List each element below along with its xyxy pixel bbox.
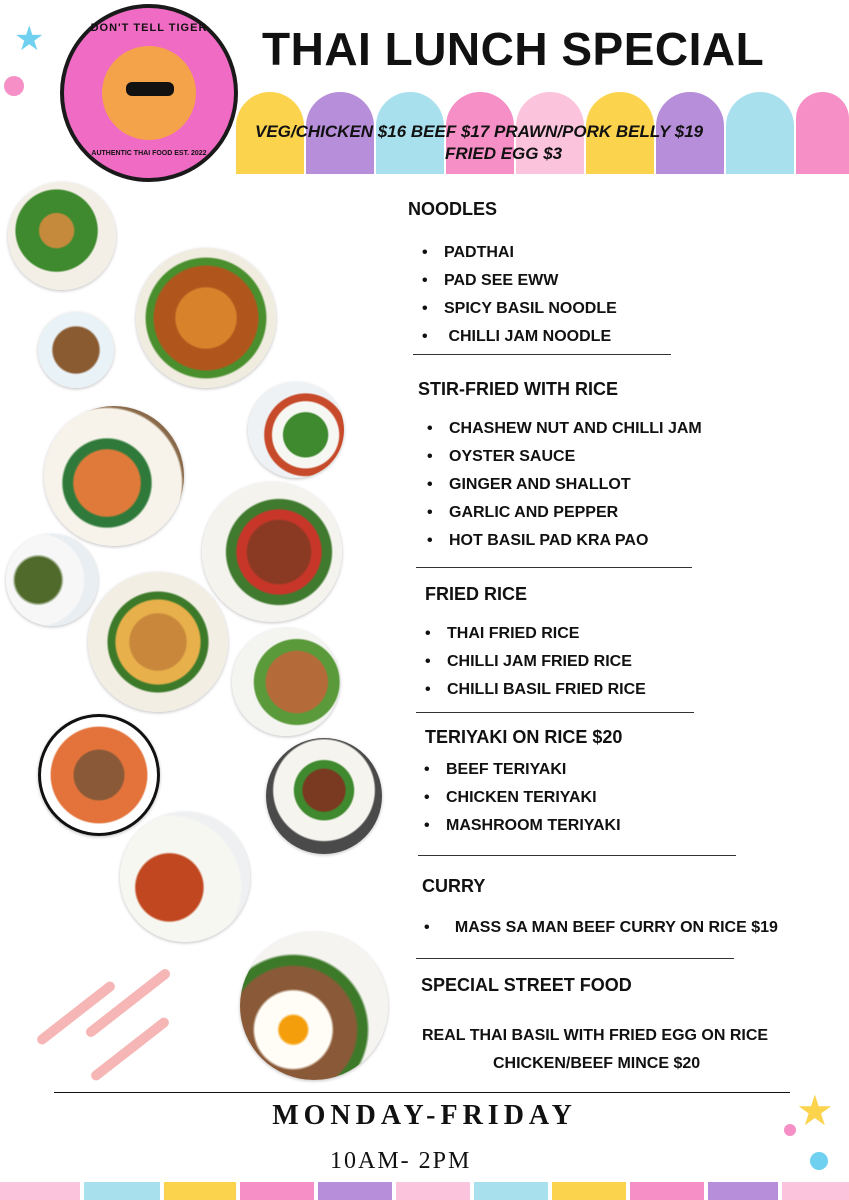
- section-title-stir-fried: STIR-FRIED WITH RICE: [418, 379, 618, 399]
- menu-item: • CHICKEN TERIYAKI: [424, 789, 597, 807]
- footer-stripe: [164, 1182, 236, 1200]
- footer-stripe: [396, 1182, 470, 1200]
- opening-days: MONDAY-FRIDAY: [272, 1100, 577, 1131]
- footer-stripe: [708, 1182, 778, 1200]
- food-photo: [202, 482, 342, 622]
- food-photo: [240, 932, 388, 1080]
- sunglasses-icon: [126, 82, 174, 96]
- divider: [54, 1092, 790, 1093]
- divider: [413, 354, 671, 355]
- food-photo: [232, 628, 340, 736]
- menu-item: • GARLIC AND PEPPER: [427, 504, 618, 522]
- footer-stripe: [552, 1182, 626, 1200]
- menu-item: • MASS SA MAN BEEF CURRY ON RICE $19: [424, 919, 778, 937]
- special-price: CHICKEN/BEEF MINCE $20: [493, 1055, 701, 1072]
- price-list: [255, 122, 795, 164]
- menu-item: • PADTHAI: [422, 244, 514, 262]
- food-photo: [88, 572, 228, 712]
- decorative-dot: [4, 76, 24, 96]
- footer-stripe: [782, 1182, 849, 1200]
- section-title-curry: CURRY: [422, 876, 486, 896]
- divider: [416, 567, 692, 568]
- section-title-special: SPECIAL STREET FOOD: [421, 975, 632, 995]
- price-line-1: VEG/CHICKEN $16 BEEF $17 PRAWN/PORK BELLY $19: [255, 122, 704, 141]
- tiger-icon: [102, 46, 196, 140]
- logo-bottom-text: AUTHENTIC THAI FOOD EST. 2022: [91, 150, 207, 157]
- food-photo: [266, 738, 382, 854]
- food-photo: [120, 812, 250, 942]
- section-title-fried-rice: FRIED RICE: [425, 584, 528, 604]
- menu-item: • SPICY BASIL NOODLE: [422, 300, 617, 318]
- food-photo: [38, 312, 114, 388]
- footer-stripe: [0, 1182, 80, 1200]
- section-title-teriyaki: TERIYAKI ON RICE $20: [425, 727, 623, 747]
- footer-stripe: [474, 1182, 548, 1200]
- decorative-dot: [784, 1124, 796, 1136]
- menu-item: • CHILLI BASIL FRIED RICE: [425, 681, 646, 699]
- menu-item: • THAI FRIED RICE: [425, 625, 579, 643]
- divider: [418, 855, 736, 856]
- footer-stripe: [630, 1182, 704, 1200]
- menu-item: • CHILLI JAM NOODLE: [422, 328, 611, 346]
- logo-top-text: DON'T TELL TIGER: [90, 22, 208, 34]
- page-title: THAI LUNCH SPECIAL: [262, 23, 765, 75]
- section-title-noodles: NOODLES: [408, 199, 498, 219]
- menu-item: • OYSTER SAUCE: [427, 448, 575, 466]
- menu-item: • GINGER AND SHALLOT: [427, 476, 631, 494]
- food-photo: [8, 182, 116, 290]
- menu-item: • HOT BASIL PAD KRA PAO: [427, 532, 648, 550]
- menu-item: • BEEF TERIYAKI: [424, 761, 566, 779]
- menu-item: • PAD SEE EWW: [422, 272, 558, 290]
- divider: [416, 958, 734, 959]
- divider: [416, 712, 694, 713]
- decorative-dot: [810, 1152, 828, 1170]
- decorative-arch: [796, 92, 849, 174]
- food-photo: [44, 406, 184, 546]
- food-photo: [38, 714, 160, 836]
- food-photo: [6, 534, 98, 626]
- footer-stripe: [84, 1182, 160, 1200]
- special-description: REAL THAI BASIL WITH FRIED EGG ON RICE: [422, 1027, 769, 1044]
- food-photo: [136, 248, 276, 388]
- menu-item: • MASHROOM TERIYAKI: [424, 817, 621, 835]
- menu-item: • CHASHEW NUT AND CHILLI JAM: [427, 420, 702, 438]
- food-photo: [248, 382, 344, 478]
- star-icon: ★: [796, 1087, 834, 1134]
- price-line-2: FRIED EGG $3: [445, 144, 563, 163]
- opening-hours: 10AM- 2PM: [330, 1148, 472, 1174]
- footer-stripe: [240, 1182, 314, 1200]
- footer-stripe: [318, 1182, 392, 1200]
- menu-item: • CHILLI JAM FRIED RICE: [425, 653, 632, 671]
- restaurant-logo: [60, 4, 238, 182]
- decorative-stroke: [35, 980, 117, 1047]
- star-icon: ★: [14, 20, 45, 58]
